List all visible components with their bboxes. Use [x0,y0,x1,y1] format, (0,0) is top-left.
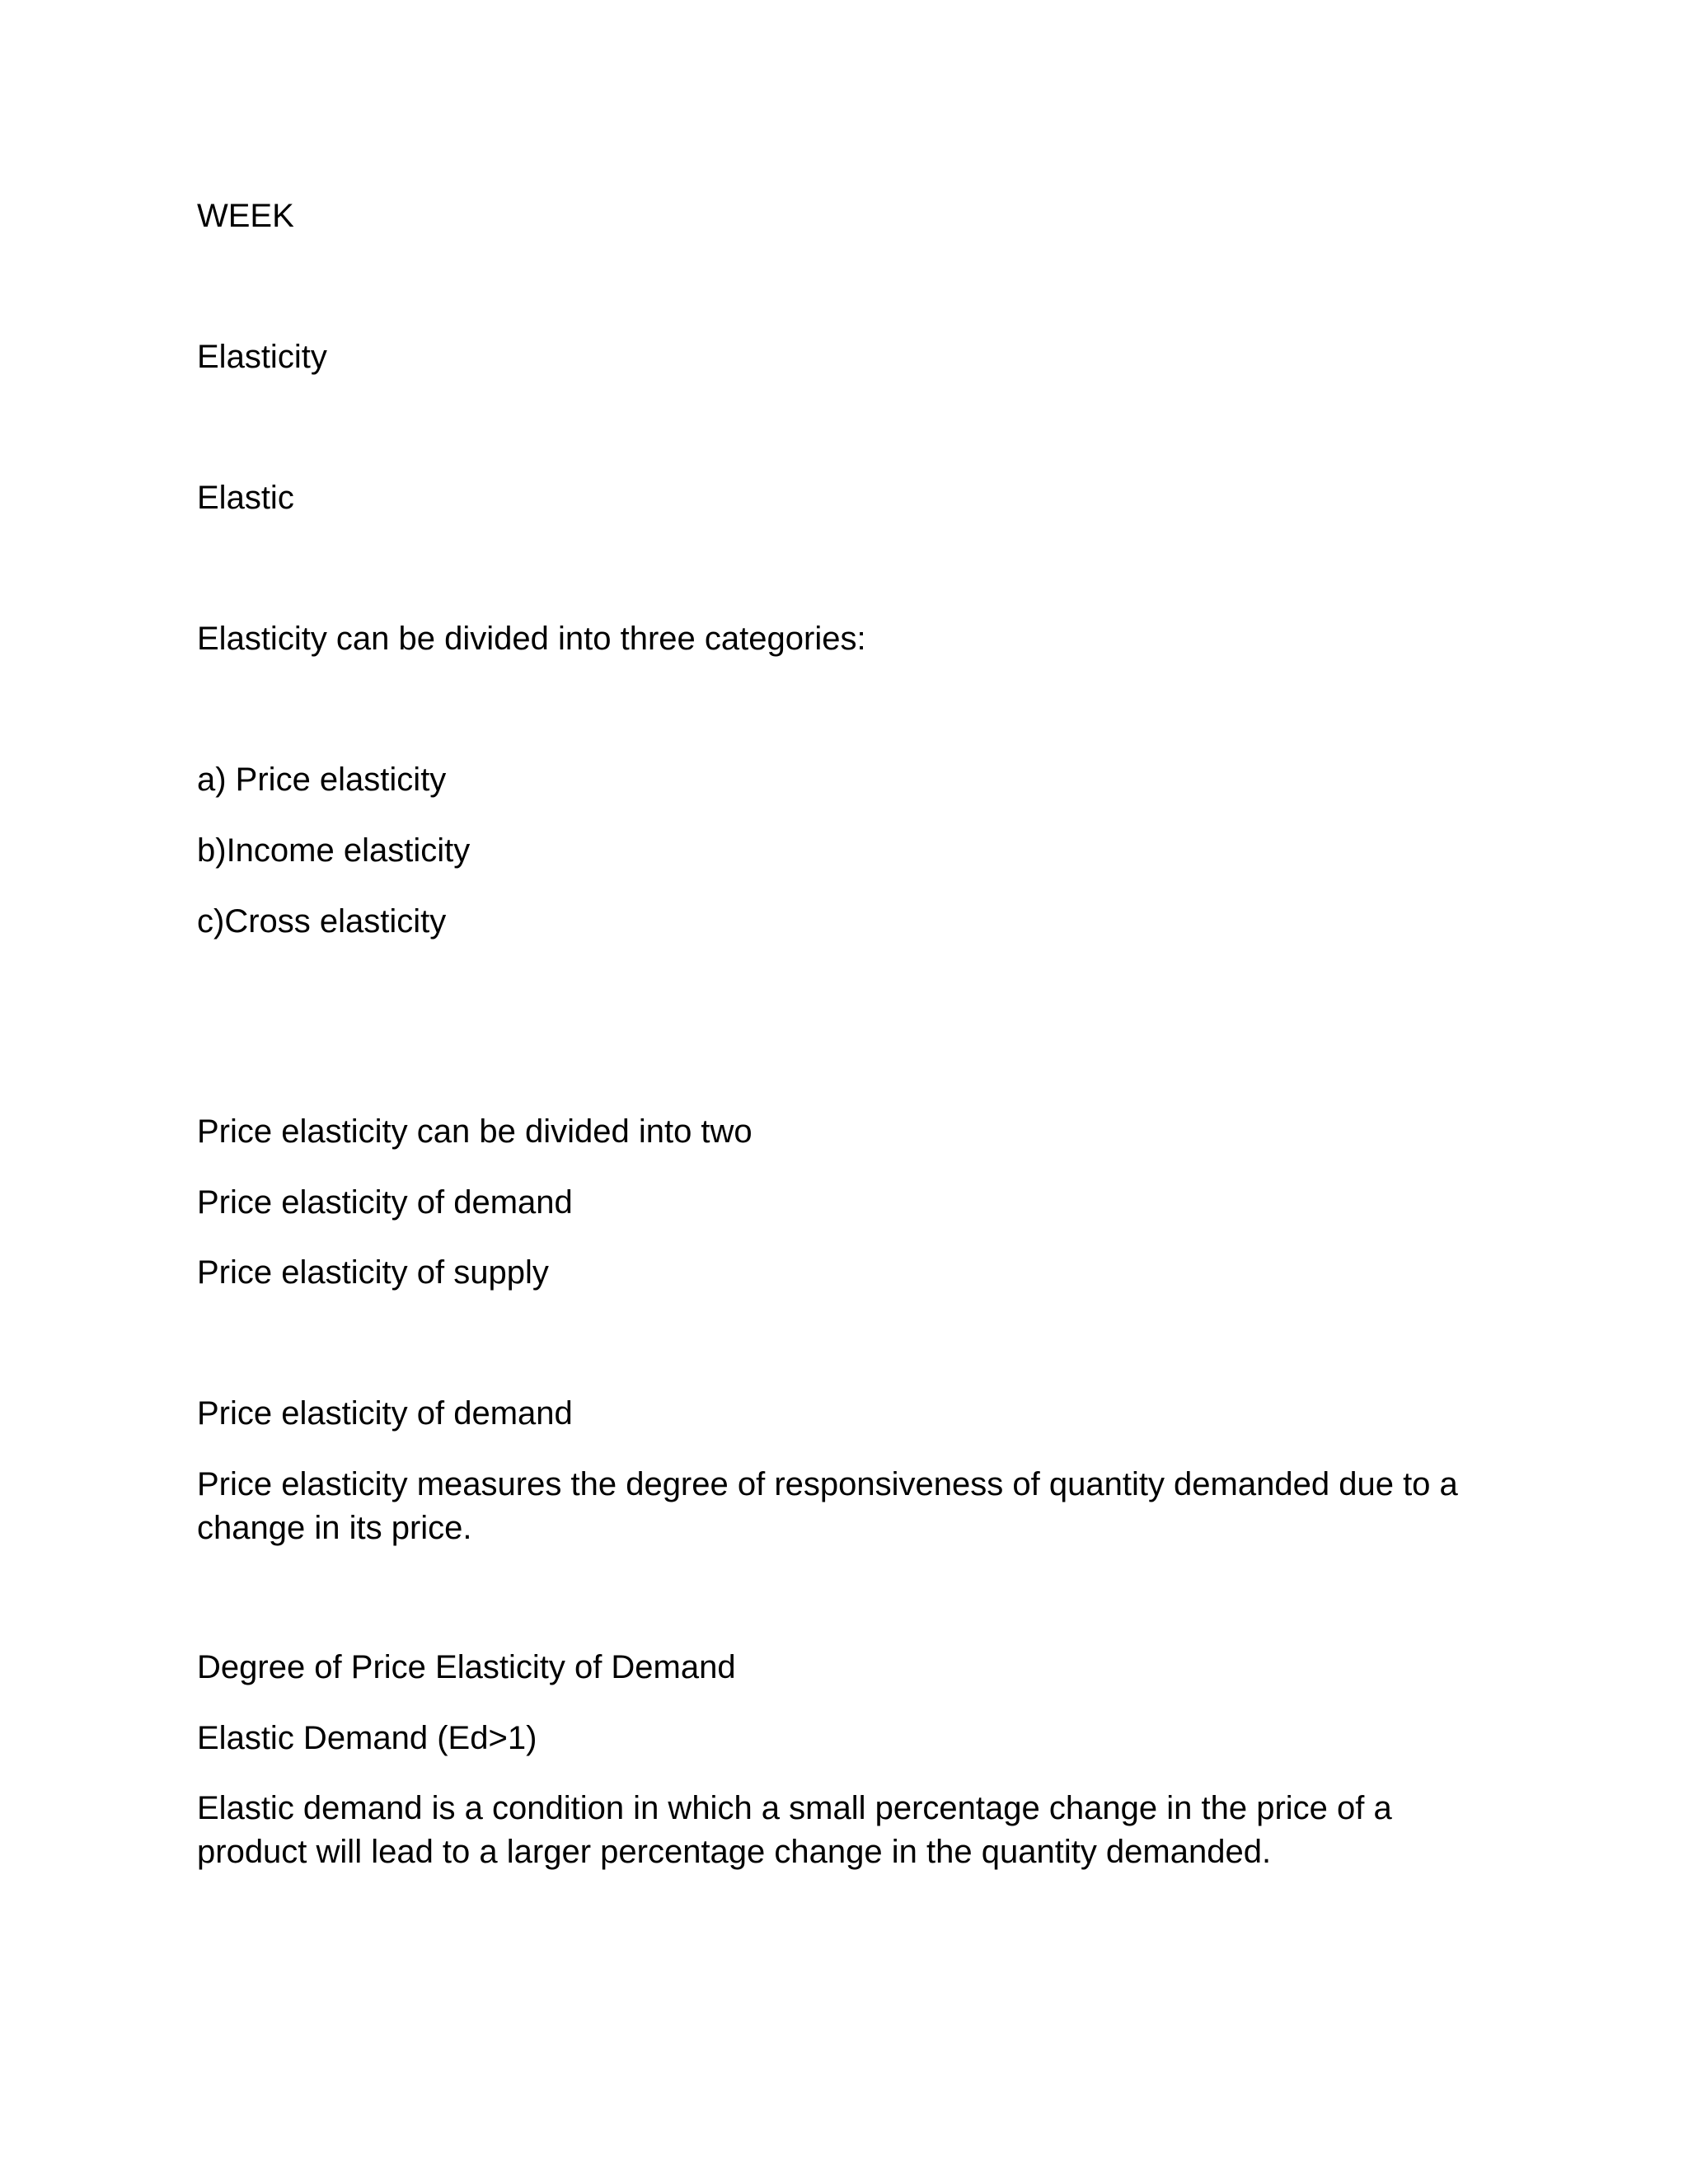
category-b: b)Income elasticity [197,832,471,869]
price-elasticity-definition: Price elasticity measures the degree of responsiveness of quantity demanded due to a change in its price. [197,1466,1458,1546]
categories-intro: Elasticity can be divided into three categories: [197,621,866,657]
elastic-heading: Elastic [197,480,294,516]
elasticity-heading: Elasticity [197,339,327,375]
elastic-demand-definition: Elastic demand is a condition in which a small percentage change in the price of a product will lead to a larger percentage change in the quantity demanded. [197,1790,1392,1870]
week-label: WEEK [197,198,294,234]
elastic-demand-heading: Elastic Demand (Ed>1) [197,1720,537,1756]
price-elasticity-intro: Price elasticity can be divided into two [197,1113,753,1150]
price-elasticity-demand-heading: Price elasticity of demand [197,1395,573,1432]
category-a: a) Price elasticity [197,762,447,798]
degree-heading: Degree of Price Elasticity of Demand [197,1649,736,1685]
price-elasticity-supply-item: Price elasticity of supply [197,1254,549,1291]
price-elasticity-demand-item: Price elasticity of demand [197,1184,573,1221]
category-c: c)Cross elasticity [197,903,447,940]
